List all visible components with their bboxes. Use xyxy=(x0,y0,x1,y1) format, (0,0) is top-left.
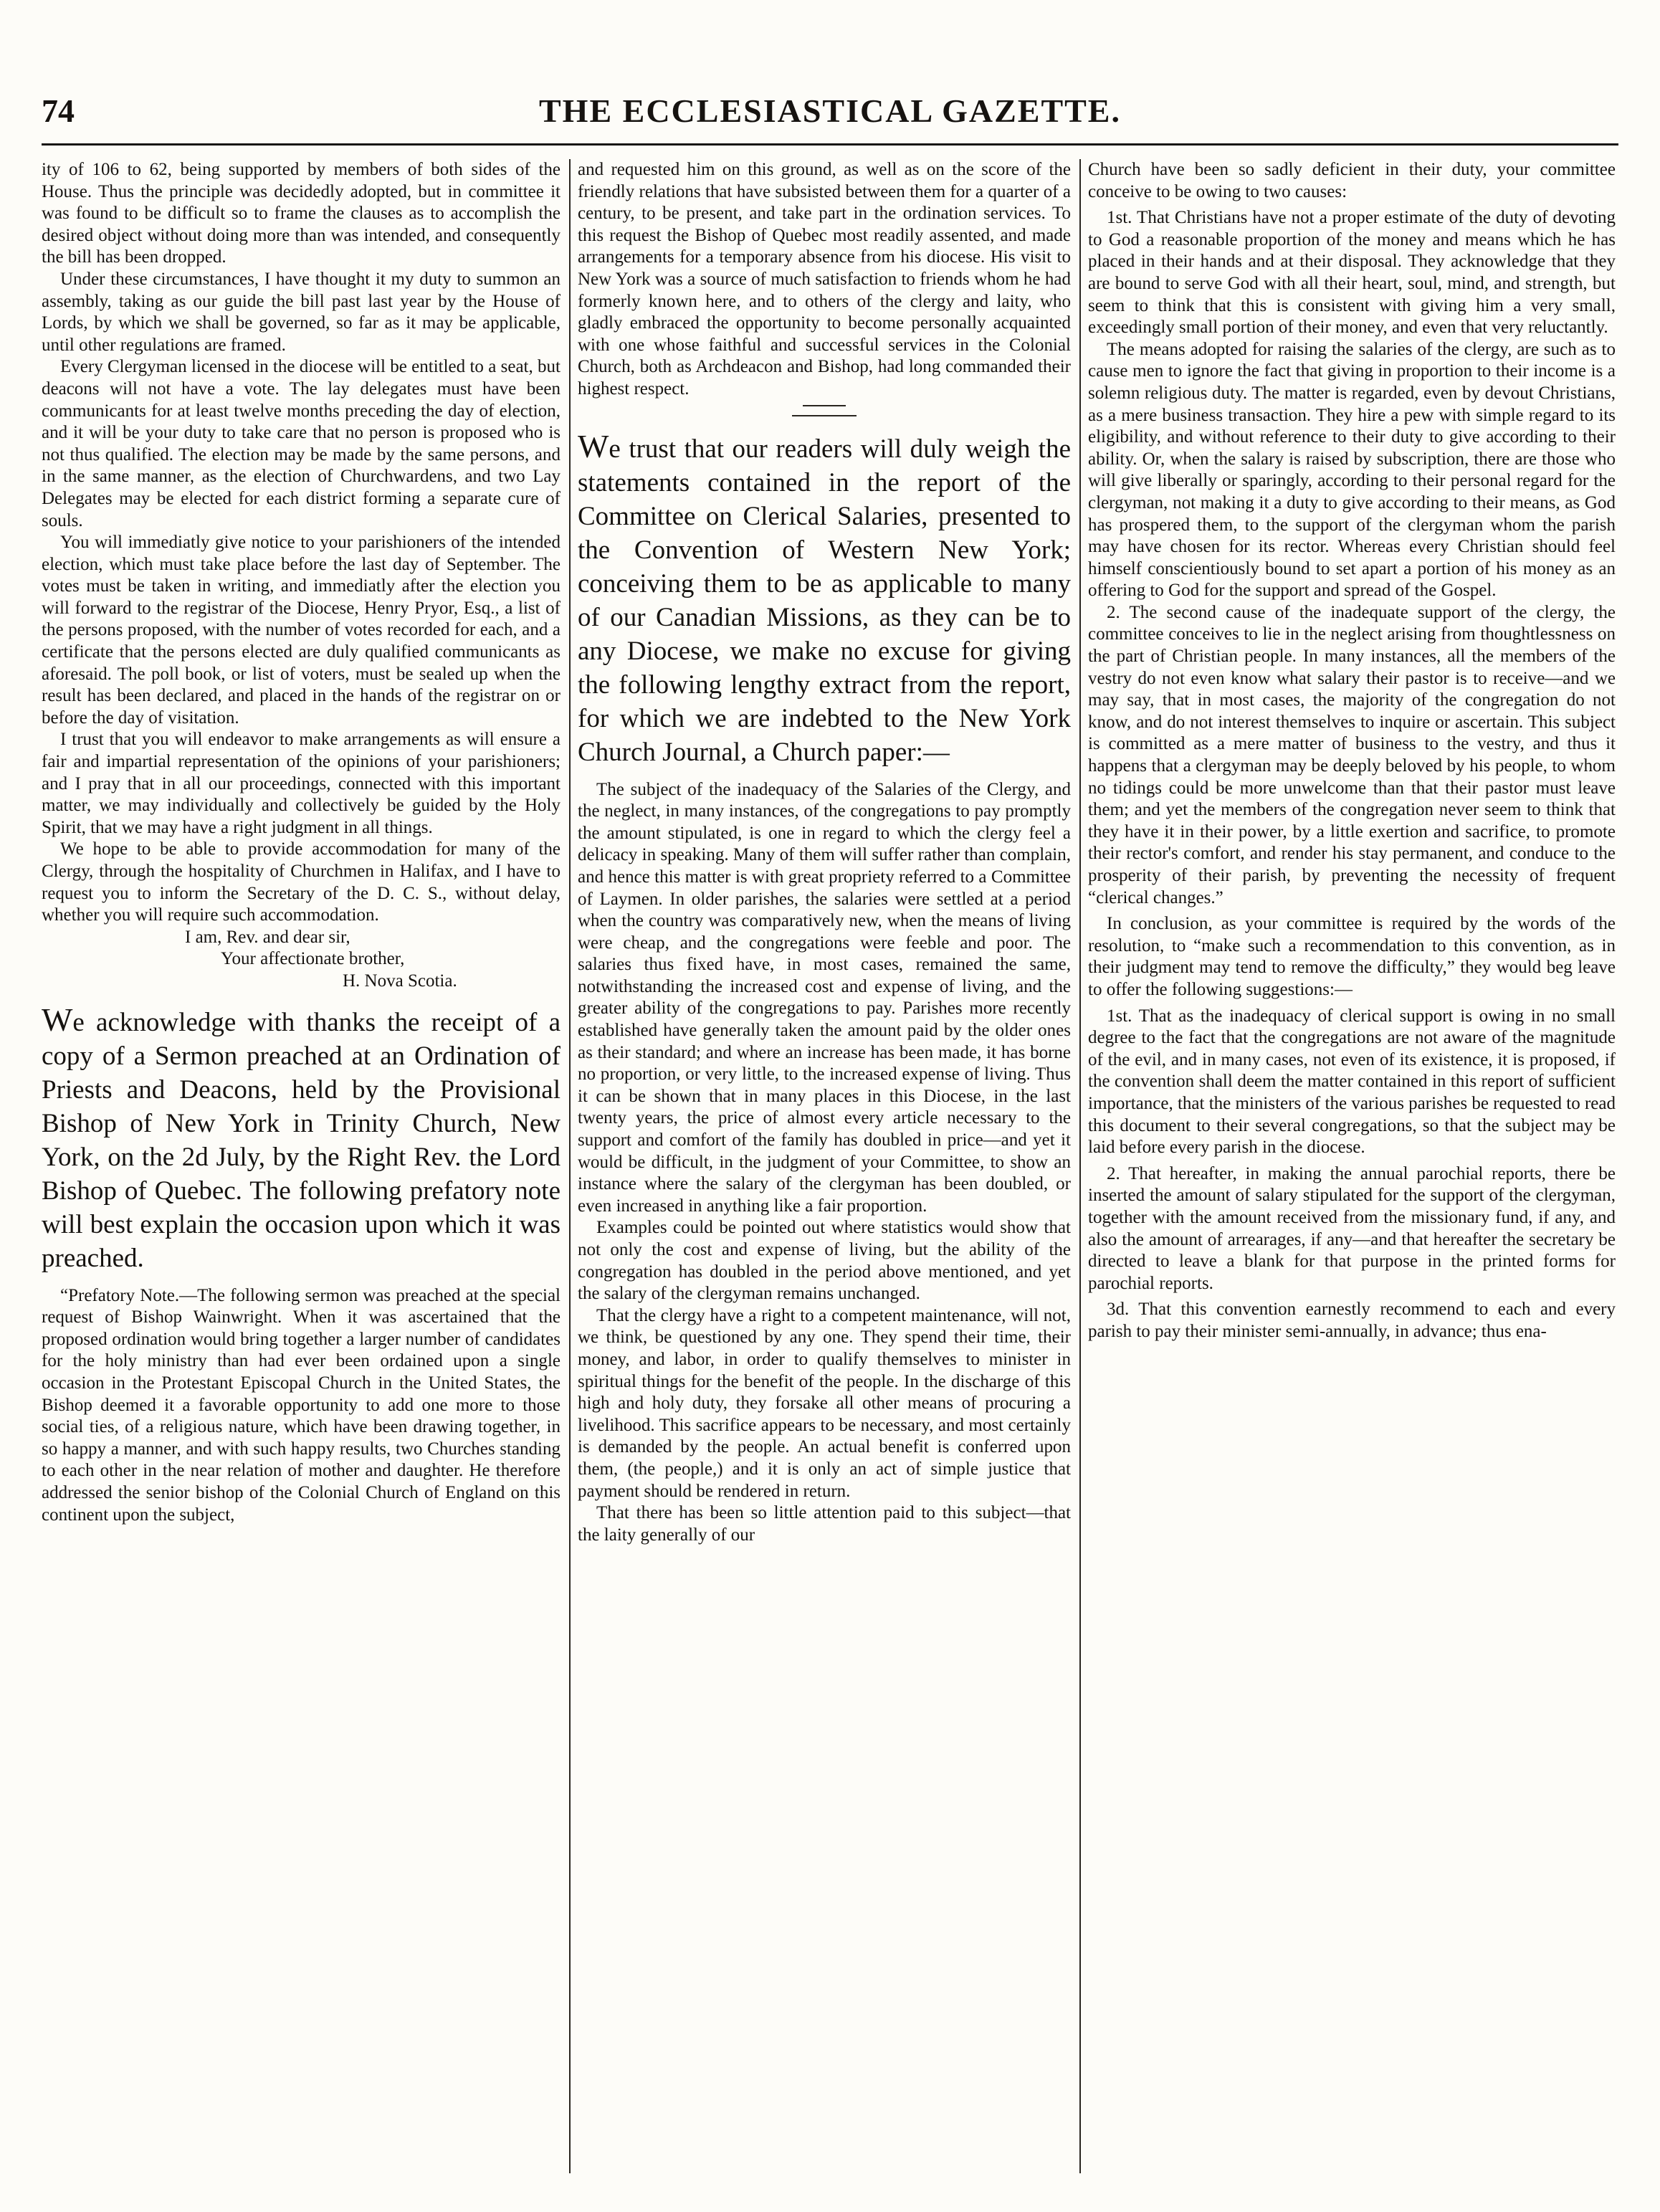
paragraph: That the clergy have a right to a competent maintenance, will not, we think, be questioned by any one. They spend their time, their money, and labor, in order to qualify themselves to minister in spiritual things for the benefit of the people. In the discharge of this high and holy duty, they forsake all other means of procuring a livelihood. This sacrifice appears to be necessary, and most certainly is demanded by the people. An actual benefit is conferred upon them, (the people,) and it is only an act of simple justice that payment should be rendered in return. xyxy=(578,1305,1071,1501)
paragraph: The means adopted for raising the salaries of the clergy, are such as to cause men to ignore the fact that giving in proportion to their income is a solemn religious duty. The matter is regarded, even by devout Christians, as a mere business transaction. They hire a pew with simple regard to its eligibility, and without reference to their duty to give according to their ability. Or, when the salary is raised by subscription, there are those who will give liberally or sparingly, according to their personal regard for the clergyman, not making it a duty to give according to their means, as God has prospered them, to the support of the clergyman whom the parish may have chosen for its rector. Whereas every Christian should feel himself conscientiously bound to set apart a portion of his money as an offering to God for the support and spread of the Gospel. xyxy=(1088,339,1616,601)
paragraph: 2. That hereafter, in making the annual parochial reports, there be inserted the amount of salary stipulated for the support of the clergyman, together with the amount received from the missionary fund, if any, and also the amount of arrearages, if any—and that hereafter the secretary be directed to leave a blank for that purpose in the printed forms for parochial reports. xyxy=(1088,1163,1616,1293)
paragraph: We hope to be able to provide accommodation for many of the Clergy, through the hospitality of Churchmen in Halifax, and I have to request you to inform the Secretary of the D. C. S., without delay, whether you will require such accommodation. xyxy=(42,839,561,925)
editorial-note: We acknowledge with thanks the receipt of a copy of a Sermon preached at an Ordination of Priests and Deacons, held by the Provisional Bishop of New York in Trinity Church, New York, on the 2d July, by the Right Rev. the Lord Bishop of Quebec. The following prefatory note will best explain the occasion upon which it was preached. xyxy=(42,1001,561,1273)
paragraph: 1st. That as the inadequacy of clerical support is owing in no small degree to the fact that the congregations are not aware of the magnitude of the evil, and in many cases, not even of its existence, it is proposed, if the convention shall deem the matter contained in this report of sufficient importance, that the ministers of the various parishes be requested to read this document to their several congregations, so that the subject may be laid before every parish in the diocese. xyxy=(1088,1006,1616,1158)
page-number: 74 xyxy=(42,92,75,129)
signature-salutation: I am, Rev. and dear sir, xyxy=(185,927,350,947)
header-rule xyxy=(42,143,1618,146)
paragraph: 2. The second cause of the inadequate support of the clergy, the committee conceives to lie in the neglect arising from thoughtlessness on the part of Christian people. In many instances, all the members of the vestry do not even know what salary their pastor is to receive—and we may say, that in most cases, the majority of the congregation do not know, and do not interest themselves to inquire or ascertain. This subject is committed as a mere matter of business to the vestry, and thus it happens that a clergyman may be deeply beloved by his people, to whom no tidings could be more unwelcome than that their pastor must leave them; and yet the members of the congregation never seem to think that they have it in their power, by a little exertion and sacrifice, to promote their rector's comfort, and render his stay permanent, and conduce to the prosperity of their parish, by preventing the necessity of frequent “clerical changes.” xyxy=(1088,602,1616,907)
paragraph: Under these circumstances, I have thought it my duty to summon an assembly, taking as our guide the bill past last year by the House of Lords, by which we shall be governed, so far as it may be applicable, until other regulations are framed. xyxy=(42,269,561,355)
section-rule xyxy=(803,405,846,406)
paragraph: Church have been so sadly deficient in their duty, your committee conceive to be owing to two causes: xyxy=(1088,160,1616,201)
paragraph: ity of 106 to 62, being supported by members of both sides of the House. Thus the principle was decidedly adopted, but in committee it was found to be difficult so to frame the clauses as to accomplish the desired object without doing more than was intended, and consequently the bill has been dropped. xyxy=(42,160,561,267)
column-2 xyxy=(578,159,1071,2173)
paragraph: “Prefatory Note.—The following sermon was preached at the special request of Bishop Wainwright. When it was ascertained that the proposed ordination would bring together a larger number of candidates for the holy ministry than had ever been ordained upon a single occasion in the Protestant Episcopal Church in the United States, the Bishop deemed it a favorable opportunity to add one more to those social ties, of a religious nature, which have been drawing together, in so happy a manner, and with such happy results, two Churches standing to each other in the near relation of mother and daughter. He therefore addressed the senior bishop of the Colonial Church of England on this continent upon the subject, xyxy=(42,1285,561,1525)
paragraph: 1st. That Christians have not a proper estimate of the duty of devoting to God a reasonable proportion of the money and means which he has placed in their hands and at their disposal. They acknowledge that they are bound to serve God with all their heart, soul, mind, and strength, but seem to think that this is consistent with giving him a very small, exceedingly small portion of their money, and even that very reluctantly. xyxy=(1088,208,1616,338)
column-divider xyxy=(1079,159,1081,2173)
paragraph: Every Clergyman licensed in the diocese will be entitled to a seat, but deacons will not have a vote. The lay delegates must have been communicants for at least twelve months preceding the day of election, and it will be your duty to take care that no person is proposed who is not thus qualified. The election may be made by the same persons, and in the same manner, as the election of Churchwardens, and two Lay Delegates may be elected for each district forming a separate cure of souls. xyxy=(42,357,561,530)
column-1 xyxy=(42,159,561,2173)
column-3 xyxy=(1088,159,1616,2173)
paragraph: and requested him on this ground, as well as on the score of the friendly relations that have subsisted between them for a quarter of a century, to be present, and take part in the ordination services. To this request the Bishop of Quebec most readily assented, and made arrangements for a temporary absence from his diocese. His visit to New York was a source of much satisfaction to friends whom he had formerly known here, and to others of the clergy and laity, who gladly embraced the opportunity to become personally acquainted with one whose faithful and successful services in the Colonial Church, both as Archdeacon and Bishop, had long commanded their highest respect. xyxy=(578,160,1071,399)
paragraph: That there has been so little attention paid to this subject—that the laity generally of our xyxy=(578,1503,1071,1545)
paragraph: The subject of the inadequacy of the Salaries of the Clergy, and the neglect, in many instances, of the congregations to pay promptly the amount stipulated, is one in regard to which the clergy feel a delicacy in speaking. Many of them will suffer rather than complain, and hence this matter is with great propriety referred to a Committee of Laymen. In older parishes, the salaries were settled at a period when the country was comparatively new, when the means of living were cheap, and the congregations were feeble and poor. The salaries thus fixed have, in most cases, remained the same, notwithstanding the increased cost and expense of living, and the greater ability of the congregations to pay. Parishes more recently established have generally taken the amount paid by the older ones as their standard; and where an increase has been made, it has borne no proportion, or very little, to the increased expense of living. Thus it can be shown that in many places in this Diocese, in the last twenty years, the price of almost every article necessary to the support and comfort of the family has doubled in price—and yet it would be difficult, in the judgment of your Committee, to show an instance where the salary of the clergyman has been doubled, or even increased in anything like a fair proportion. xyxy=(578,779,1071,1216)
section-rule xyxy=(792,415,857,416)
paragraph: I trust that you will endeavor to make arrangements as will ensure a fair and impartial representation of the opinions of your parishioners; and I pray that in all our proceedings, connected with this important matter, we may individually and collectively be guided by the Holy Spirit, that we may have a right judgment in all things. xyxy=(42,730,561,837)
paragraph: In conclusion, as your committee is required by the words of the resolution, to “make such a recommendation to this convention, as in their judgment may tend to remove the difficulty,” they would beg leave to offer the following suggestions:— xyxy=(1088,914,1616,999)
editorial-note: We trust that our readers will duly weigh the statements contained in the report of the Committee on Clerical Salaries, presented to the Convention of Western New York; conceiving them to be as applicable to many of our Canadian Missions, as they can be to any Diocese, we make no excuse for giving the following lengthy extract from the report, for which we are indebted to the New York Church Journal, a Church paper:— xyxy=(578,427,1071,767)
signature-closing: Your affectionate brother, xyxy=(221,949,405,969)
signature-name: H. Nova Scotia. xyxy=(343,971,457,991)
paragraph: You will immediatly give notice to your parishioners of the intended election, which must take place before the last day of September. The votes must be taken in writing, and immediatly after the election you will forward to the registrar of the Diocese, Henry Pryor, Esq., a list of the persons proposed, with the number of votes recorded for each, and a certificate that the persons elected are duly qualified communicants as aforesaid. The poll book, or list of voters, must be sealed up when the result has been declared, and placed in the hands of the registrar on or before the day of visitation. xyxy=(42,533,561,728)
paragraph: 3d. That this convention earnestly recommend to each and every parish to pay their minister semi-annually, in advance; thus ena- xyxy=(1088,1300,1616,1341)
paragraph: Examples could be pointed out where statistics would show that not only the cost and expense of living, but the ability of the congregation has doubled in the period above mentioned, and yet the salary of the clergyman remains unchanged. xyxy=(578,1218,1071,1304)
masthead-title: THE ECCLESIASTICAL GAZETTE. xyxy=(539,92,1121,129)
column-divider xyxy=(569,159,571,2173)
